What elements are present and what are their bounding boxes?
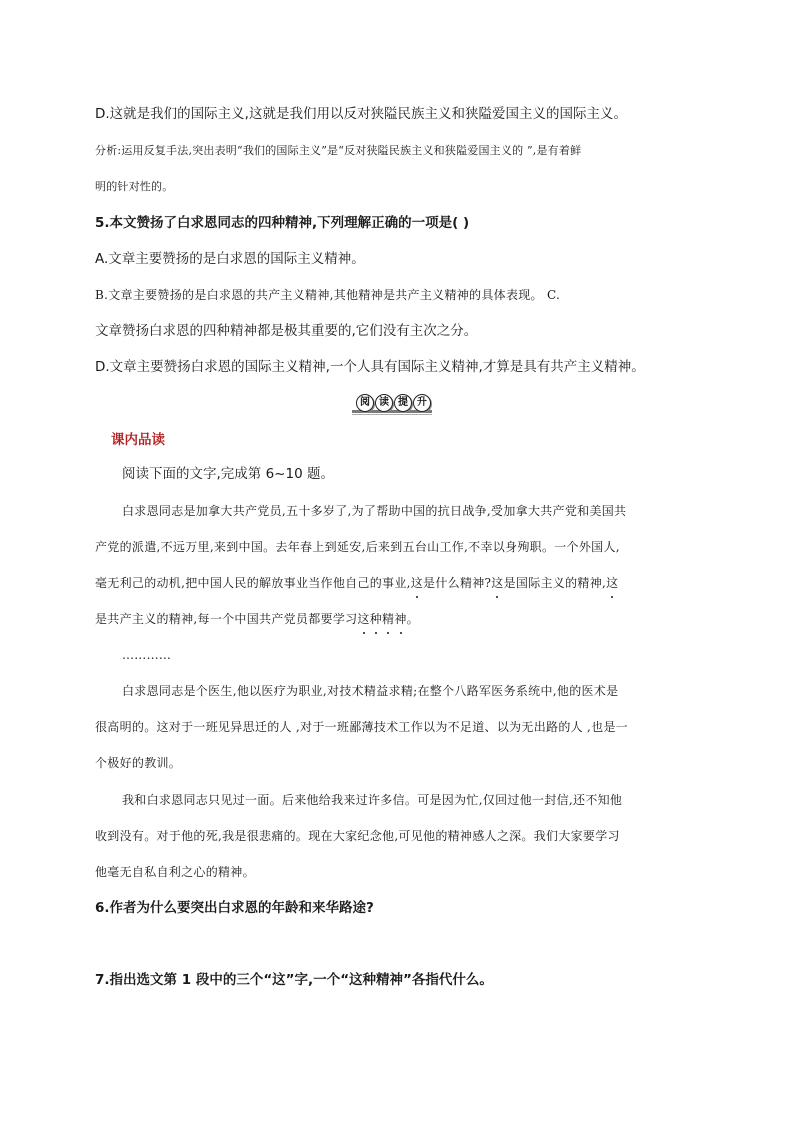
option-a: A.文章主要赞扬的是白求恩的国际主义精神。 [95,251,365,267]
banner-char: 阅 [356,394,374,412]
reading-instruction: 阅读下面的文字,完成第 6~10 题。 [122,466,334,482]
section-title: 课内品读 [111,432,165,448]
passage-line: 我和白求恩同志只见过一面。后来他给我来过许多信。可是因为忙,仅回过他一封信,还不知他 [122,793,623,807]
emphasis-char: 这 [357,609,369,629]
option-d-text: D.这就是我们的国际主义,这就是我们用以反对狭隘民族主义和狭隘爱国主义的国际主义。 [95,106,627,122]
passage-fragment: 是共产主义的精神,每一个中国共产党员都要学习 [95,612,358,626]
passage-line: 收到没有。对于他的死,我是很悲痛的。现在大家纪念他,可见他的精神感人之深。我们大家要学习 [95,829,620,843]
ellipsis: ………… [122,648,172,662]
analysis-text-cont: 明的针对性的。 [95,180,174,193]
banner-char: 读 [375,394,393,412]
passage-line: 白求恩同志是个医生,他以医疗为职业,对技术精益求精;在整个八路军医务系统中,他的医术是 [122,684,619,698]
question-7: 7.指出选文第 1 段中的三个“这”字,一个“这种精神”各指代什么。 [95,972,493,988]
passage-line: 很高明的。这对于一班见异思迁的人 ,对于一班鄙薄技术工作以为不足道、以为无出路的人 ,也是一 [95,720,629,734]
passage-line: 产党的派遣,不远万里,来到中国。去年春上到延安,后来到五台山工作,不幸以身殉职。一个外国人, [95,540,620,554]
emphasis-char: 这 [491,573,503,593]
option-d: D.文章主要赞扬白求恩的国际主义精神,一个人具有国际主义精神,才算是具有共产主义精神。 [95,359,645,375]
emphasis-char: 神 [394,609,406,629]
passage-fragment: 。 [406,612,419,626]
passage-line: 白求恩同志是加拿大共产党员,五十多岁了,为了帮助中国的抗日战争,受加拿大共产党和美国共 [122,504,627,518]
passage-line: 个极好的教训。 [95,756,182,770]
banner-char: 升 [413,394,431,412]
option-c: 文章赞扬白求恩的四种精神都是极其重要的,它们没有主次之分。 [95,323,478,339]
passage-fragment: 毫无利己的动机,把中国人民的解放事业当作他自己的事业, [95,576,411,590]
emphasis-char: 种 [370,609,382,629]
emphasis-char: 精 [382,609,394,629]
passage-line: 他毫无自私自利之心的精神。 [95,865,255,879]
emphasis-char: 这 [606,573,618,593]
reading-banner [352,394,432,416]
passage-fragment: 是什么精神? [423,576,492,590]
banner-char: 提 [394,394,412,412]
option-b: B.文章主要赞扬的是白求恩的共产主义精神,其他精神是共产主义精神的具体表现。 C. [95,288,561,302]
analysis-text: 分析:运用反复手法,突出表明“我们的国际主义”是“反对狭隘民族主义和狭隘爱国主义的 ”,是有着鲜 [95,144,582,157]
passage-fragment: 是国际主义的精神, [503,576,607,590]
passage-line [95,573,618,593]
question-6: 6.作者为什么要突出白求恩的年龄和来华路途? [95,900,374,916]
passage-line [95,609,419,629]
emphasis-char: 这 [411,573,423,593]
question-5: 5.本文赞扬了白求恩同志的四种精神,下列理解正确的一项是( ) [95,215,470,231]
banner-rule-thin [352,414,432,415]
